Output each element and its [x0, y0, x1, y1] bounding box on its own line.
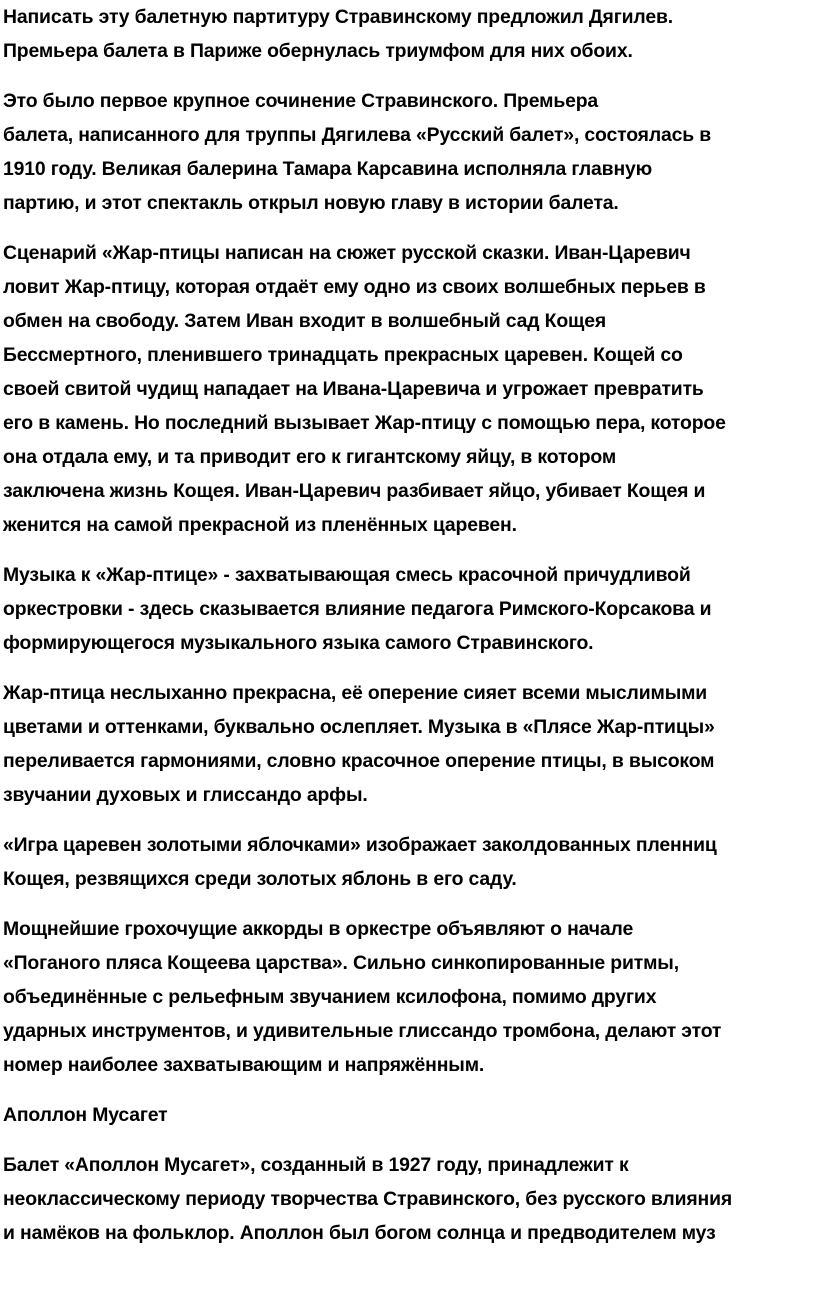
text-line: «Поганого пляса Кощеева царства». Сильно синкопированные ритмы,: [3, 952, 679, 974]
text-line: неоклассическому периоду творчества Стравинского, без русского влияния: [3, 1188, 733, 1210]
text-line: партию, и этот спектакль открыл новую главу в истории балета.: [3, 192, 619, 214]
text-line: своей свитой чудищ нападает на Ивана-Царевича и угрожает превратить: [3, 378, 704, 400]
text-line: «Игра царевен золотыми яблочками» изображает заколдованных пленниц: [3, 834, 717, 856]
paragraph-golden-apples: [3, 828, 810, 896]
text-line: обмен на свободу. Затем Иван входит в волшебный сад Кощея: [3, 310, 607, 332]
text-line: Кощея, резвящихся среди золотых яблонь в его саду.: [3, 868, 517, 890]
text-line: Бессмертного, пленившего тринадцать прекрасных царевен. Кощей со: [3, 344, 683, 366]
paragraph-firebird-scenario: [3, 236, 810, 542]
text-line: его в камень. Но последний вызывает Жар-птицу с помощью пера, которое: [3, 412, 726, 434]
text-line: Это было первое крупное сочинение Стравинского. Премьера: [3, 90, 599, 112]
text-line: Написать эту балетную партитуру Стравинскому предложил Дягилев.: [3, 6, 673, 28]
text-line: женится на самой прекрасной из пленённых царевен.: [3, 514, 517, 536]
text-line: формирующегося музыкального языка самого Стравинского.: [3, 632, 594, 654]
text-line: ловит Жар-птицу, которая отдаёт ему одно из своих волшебных перьев в: [3, 276, 706, 298]
text-line: Аполлон Мусагет: [3, 1104, 168, 1126]
paragraph-first-major-work: [3, 84, 810, 220]
text-line: оркестровки - здесь сказывается влияние педагога Римского-Корсакова и: [3, 598, 712, 620]
text-line: ударных инструментов, и удивительные глиссандо тромбона, делают этот: [3, 1020, 722, 1042]
paragraph-diaghilev: [3, 0, 810, 68]
text-line: балета, написанного для труппы Дягилева «Русский балет», состоялась в: [3, 124, 712, 146]
paragraph-infernal-dance: [3, 912, 810, 1082]
text-line: Балет «Аполлон Мусагет», созданный в 1927 году, принадлежит к: [3, 1154, 629, 1176]
text-line: заключена жизнь Кощея. Иван-Царевич разбивает яйцо, убивает Кощея и: [3, 480, 706, 502]
text-line: Жар-птица неслыханно прекрасна, её оперение сияет всеми мыслимыми: [3, 682, 708, 704]
text-line: звучании духовых и глиссандо арфы.: [3, 784, 368, 806]
text-line: объединённые с рельефным звучанием ксилофона, помимо других: [3, 986, 657, 1008]
text-line: Премьера балета в Париже обернулась триумфом для них обоих.: [3, 40, 633, 62]
text-line: Музыка к «Жар-птице» - захватывающая смесь красочной причудливой: [3, 564, 691, 586]
paragraph-firebird-music: [3, 558, 810, 660]
paragraph-apollon: [3, 1148, 810, 1250]
text-line: переливается гармониями, словно красочное оперение птицы, в высоком: [3, 750, 715, 772]
section-heading-apollon: [3, 1098, 810, 1132]
text-line: она отдала ему, и та приводит его к гигантскому яйцу, в котором: [3, 446, 617, 468]
paragraph-firebird-dance: [3, 676, 810, 812]
text-line: и намёков на фольклор. Аполлон был богом солнца и предводителем муз: [3, 1222, 716, 1244]
text-line: 1910 году. Великая балерина Тамара Карсавина исполняла главную: [3, 158, 653, 180]
text-line: Сценарий «Жар-птицы написан на сюжет русской сказки. Иван-Царевич: [3, 242, 691, 264]
text-line: цветами и оттенками, буквально ослепляет. Музыка в «Плясе Жар-птицы»: [3, 716, 715, 738]
text-line: Мощнейшие грохочущие аккорды в оркестре объявляют о начале: [3, 918, 634, 940]
text-line: номер наиболее захватывающим и напряжённым.: [3, 1054, 485, 1076]
